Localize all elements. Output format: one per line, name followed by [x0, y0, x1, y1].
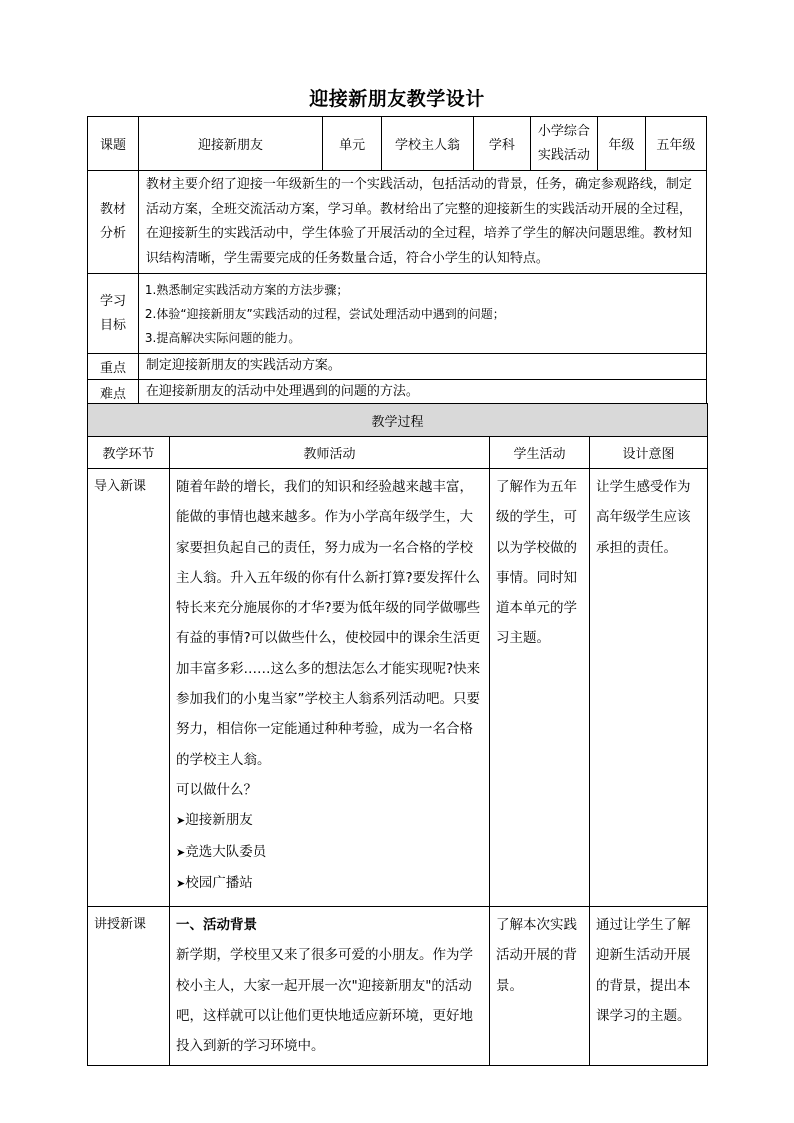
topic-label: 课题 — [88, 117, 139, 171]
difficult-row — [88, 379, 707, 405]
header-teacher: 教师活动 — [170, 437, 490, 469]
bullet-text: 校园广播站 — [185, 874, 253, 891]
teacher-text: 随着年龄的增长，我们的知识和经验越来越丰富，能做的事情也越来越多。作为小学高年级学生，大家要担负起自己的责任，努力成为一名合格的学校主人翁。升入五年级的你有什么新打算?要发挥什么特长来充分施展你的才华?要为低年级的同学做哪些有益的事情?可以做些什么，使校园中的课余生活更加丰富多彩……这么多的想法怎么才能实现呢?快来参加我们的小鬼当家”学校主人翁系列活动吧。只要努力，相信你一定能通过种种考验，成为一名合格的学校主人翁。 — [176, 479, 481, 768]
bullet-text: 迎接新朋友 — [185, 812, 253, 829]
teacher-question: 可以做什么？ — [176, 781, 257, 798]
student-cell: 了解本次实践活动开展的背景。 — [490, 907, 590, 1066]
header-student: 学生活动 — [490, 437, 590, 469]
analysis-row — [88, 171, 707, 274]
subject-label: 学科 — [473, 117, 530, 171]
bullet-item — [176, 868, 483, 899]
process-table — [87, 403, 708, 1066]
topic-value: 迎接新朋友 — [138, 117, 322, 171]
process-row-lesson — [88, 907, 708, 1066]
header-stage: 教学环节 — [88, 437, 170, 469]
process-heading: 教学过程 — [88, 404, 708, 437]
subject-value-line-2: 实践活动 — [537, 147, 590, 163]
goals-label-line-2: 目标 — [99, 317, 126, 333]
header-intent: 设计意图 — [590, 437, 708, 469]
difficult-label: 难点 — [88, 379, 139, 405]
process-row-intro — [88, 469, 708, 907]
difficult-text: 在迎接新朋友的活动中处理遇到的问题的方法。 — [138, 379, 706, 405]
teacher-heading: 一、活动背景 — [176, 917, 257, 933]
goals-label — [88, 274, 139, 354]
teacher-cell — [170, 907, 490, 1066]
stage-cell: 导入新课 — [88, 469, 170, 907]
goal-item: 1.熟悉制定实践活动方案的方法步骤； — [144, 282, 349, 297]
unit-label: 单元 — [323, 117, 382, 171]
grade-label: 年级 — [598, 117, 646, 171]
subject-value — [530, 117, 597, 171]
info-row — [88, 117, 707, 171]
student-cell: 了解作为五年级的学生，可以为学校做的事情。同时知道本单元的学习主题。 — [490, 469, 590, 907]
bullet-text: 竞选大队委员 — [185, 843, 267, 860]
key-text: 制定迎接新朋友的实践活动方案。 — [138, 354, 706, 380]
unit-value: 学校主人翁 — [382, 117, 474, 171]
bullet-item — [176, 837, 483, 868]
key-row — [88, 354, 707, 380]
teacher-cell — [170, 469, 490, 907]
goals-label-line-1: 学习 — [99, 293, 126, 309]
goals-row — [88, 274, 707, 354]
goals-list — [138, 274, 706, 354]
goal-item: 2.体验“迎接新朋友”实践活动的过程，尝试处理活动中遇到的问题； — [144, 306, 505, 321]
intent-cell: 让学生感受作为高年级学生应该承担的责任。 — [590, 469, 708, 907]
analysis-label — [88, 171, 139, 274]
analysis-label-line-1: 教材 — [99, 202, 126, 217]
goal-item: 3.提高解决实际问题的能力。 — [144, 330, 301, 345]
intent-cell: 通过让学生了解迎新生活动开展的背景，提出本课学习的主题。 — [590, 907, 708, 1066]
teacher-text: 新学期，学校里又来了很多可爱的小朋友。作为学校小主人，大家一起开展一次"迎接新朋友"的活动吧，这样就可以让他们更快地适应新环境，更好地投入到新的学习环境中。 — [176, 947, 473, 1055]
grade-value: 五年级 — [645, 117, 706, 171]
subject-value-line-1: 小学综合 — [537, 123, 590, 139]
arrow-bullet-icon: ➤ — [176, 845, 186, 859]
process-header-row — [88, 437, 708, 469]
arrow-bullet-icon: ➤ — [176, 814, 186, 828]
info-table — [87, 116, 707, 406]
process-heading-row — [88, 404, 708, 437]
analysis-label-line-2: 分析 — [99, 226, 126, 241]
key-label: 重点 — [88, 354, 139, 380]
analysis-text: 教材主要介绍了迎接一年级新生的一个实践活动，包括活动的背景，任务，确定参观路线，制定活动方案，全班交流活动方案，学习单。教材给出了完整的迎接新生的实践活动开展的全过程，在迎接新生的实践活动中，学生体验了开展活动的全过程，培养了学生的解决问题思维。教材知识结构清晰，学生需要完成的任务数量合适，符合小学生的认知特点。 — [138, 171, 706, 274]
page-title: 迎接新朋友教学设计 — [309, 88, 485, 110]
bullet-item — [176, 805, 483, 836]
stage-cell: 讲授新课 — [88, 907, 170, 1066]
arrow-bullet-icon: ➤ — [176, 876, 186, 890]
